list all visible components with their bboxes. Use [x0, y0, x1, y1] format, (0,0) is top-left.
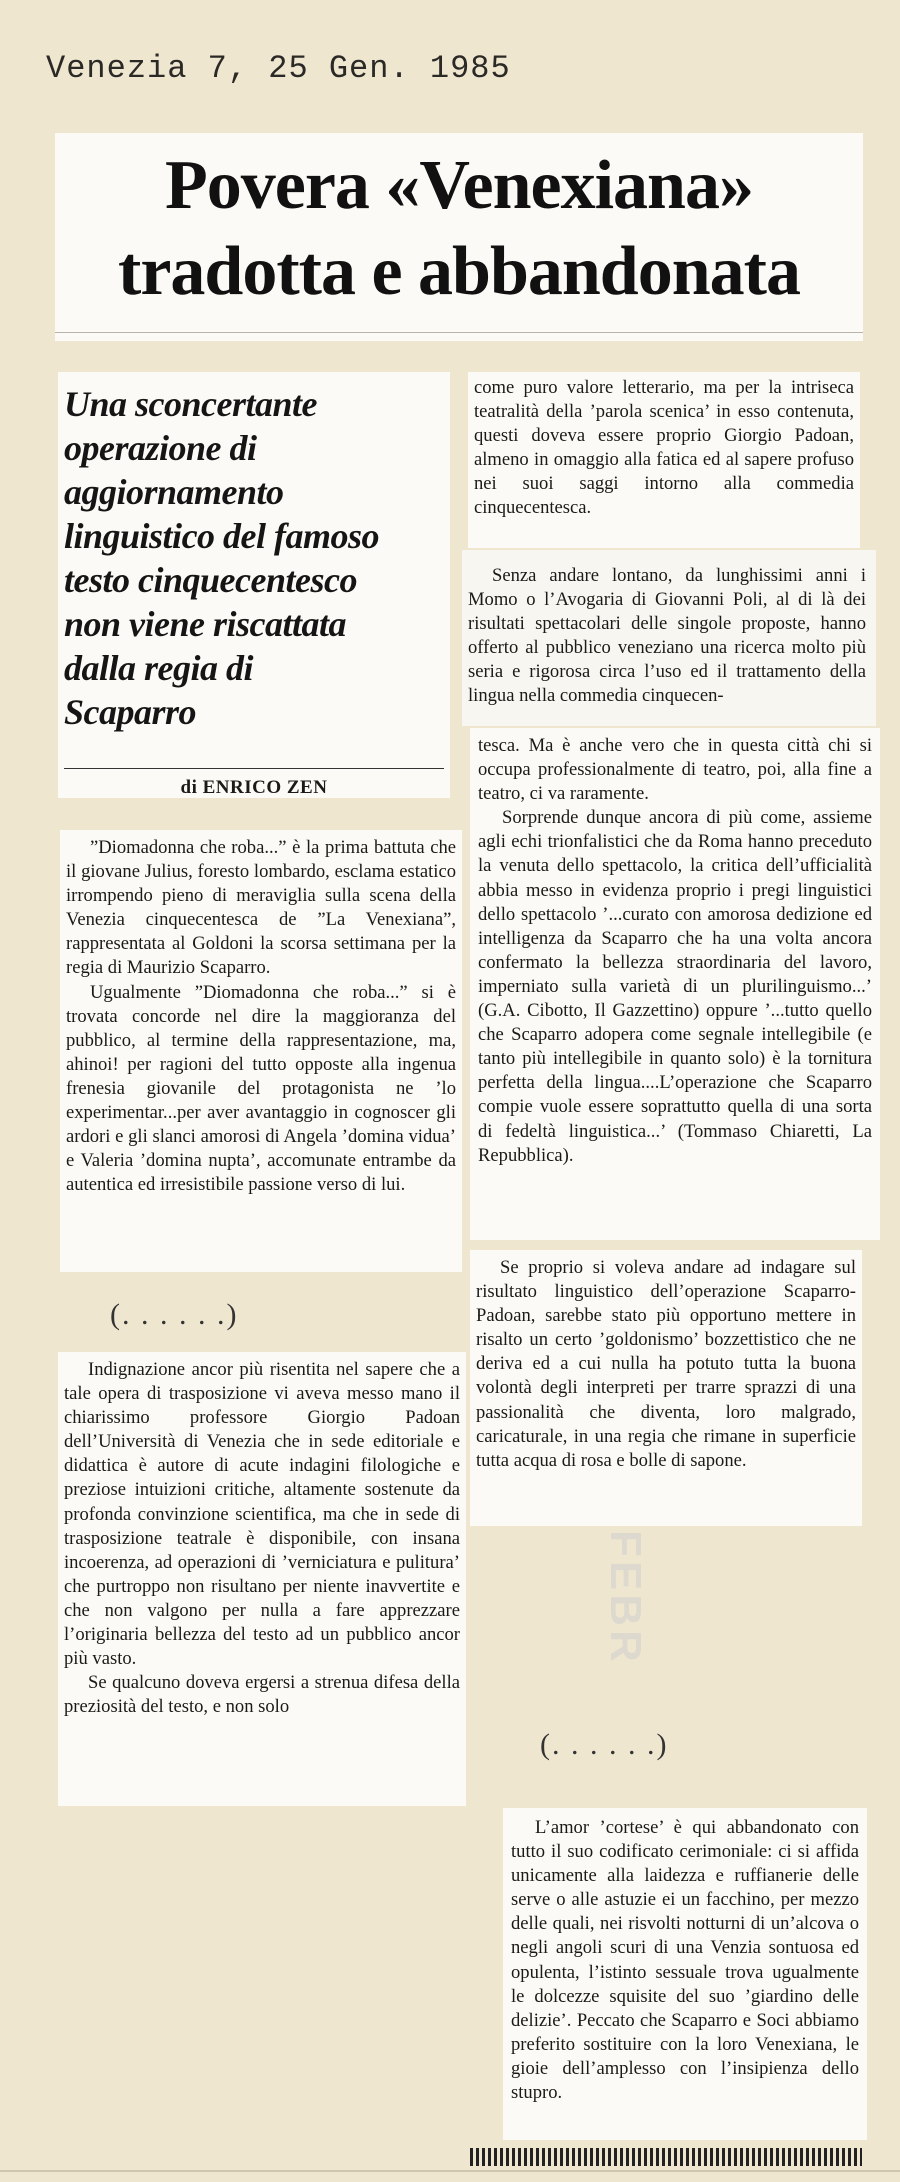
headline-line-2: tradotta e abbandonata — [118, 233, 800, 310]
column2-clipping-1 — [468, 372, 860, 548]
omission-mark: (. . . . . .) — [540, 1728, 669, 1761]
paragraph: L’amor ’cortese’ è qui abbandonato con tutto il suo codificato cerimoniale: ci si affida unicamente alla laidezza e ruffianerie delle serve o alle astuzie ei un facchino, per mezzo delle quali, nei risvolti notturni di un’alcova o negli angoli scuri di una Venzia sontuosa ed opulenta, l’istinto sessuale trova ugualmente le dolcezze squisite del suo ’giardino delle delizie’. Peccato che Scaparro e Soci abbiamo preferito sostituire con la loro Venexiana, le gioie dell’amplesso con l’insipienza dello stupro. — [511, 1817, 859, 2104]
headline-clipping — [55, 133, 863, 341]
paragraph: ”Diomadonna che roba...” è la prima battuta che il giovane Julius, foresto lombardo, esclama estatico irrompendo pieno di meraviglia sulla scena della Venezia cinquecentesca de ”La Venexiana”, rappresentata al Goldoni la scorsa settimana per la regia di Maurizio Scaparro. — [66, 837, 456, 979]
subhead-line: non viene riscattata — [64, 604, 347, 644]
subhead-line: aggiornamento — [64, 472, 284, 512]
faded-watermark: FEBR — [601, 1530, 650, 1666]
subhead-line: Scaparro — [64, 692, 197, 732]
paragraph: Indignazione ancor più risentita nel sapere che a tale opera di trasposizione vi aveva messo mano il chiarissimo professore Giorgio Padoan dell’Università di Venezia che in sede editoriale e didattica è autore di acute indagini filologiche e preziose intuizioni critiche, altamente sostenute da profonda convinzione scientifica, ma che in sede di trasposizione teatrale è disponibile, con insana incoerenza, ad operazioni di ’verniciatura e pulitura’ che purtroppo non risultano per niente inavvertite e che non valgono per nulla a fare apprezzare l’originaria bellezza del testo ad un pubblico ancor più vasto. — [64, 1359, 460, 1670]
omission-mark: (. . . . . .) — [110, 1298, 239, 1331]
paragraph: come puro valore letterario, ma per la intriseca teatralità della ’parola scenica’ in esso contenuta, questi doveva essere proprio Giorgio Padoan, almeno in omaggio alla fatica ed al sapere profuso nei suoi saggi intorno alla commedia cinquecentesca. — [474, 377, 854, 519]
headline-rule — [55, 332, 863, 333]
byline-rule-top — [64, 768, 444, 769]
paragraph: tesca. Ma è anche vero che in questa città chi si occupa professionalmente di teatro, poi, alla fine a teatro, ci va raramente. — [478, 735, 872, 805]
subhead-line: testo cinquecentesco — [64, 560, 357, 600]
column1-clipping-1 — [60, 830, 462, 1272]
paragraph: Se proprio si voleva andare ad indagare sul risultato linguistico dell’operazione Scaparro-Padoan, sarebbe stato più opportuno mettere in risalto un certo ’goldonismo’ bozzettistico che ne deriva ed a cui nulla ha potuto tutta la buona volontà degli interpreti per trarre sprazzi di una passionalità che diventa, loro malgrado, caricaturale, in una regia che rimane in superficie tutta acqua di rosa e bolle di sapone. — [476, 1257, 856, 1471]
subhead-line: Una sconcertante — [64, 384, 317, 424]
column2-clipping-2 — [462, 550, 876, 726]
column2-clipping-5 — [503, 1808, 867, 2140]
bottom-edge — [0, 2170, 900, 2172]
barcode-strip — [470, 2148, 862, 2166]
subhead-line: operazione di — [64, 428, 257, 468]
column2-clipping-4 — [470, 1250, 862, 1526]
paragraph: Senza andare lontano, da lunghissimi anni i Momo o l’Avogaria di Giovanni Poli, al di là dei risultati spettacolari delle singole proposte, hanno offerto al pubblico veneziano una ricerca molto più seria e rigorosa circa l’uso ed il trattamento della lingua nella commedia cinquecen- — [468, 565, 866, 707]
dateline: Venezia 7, 25 Gen. 1985 — [46, 50, 511, 87]
paragraph: Ugualmente ”Diomadonna che roba...” si è trovata concorde nel dire la maggioranza del pubblico, al termine della rappresentazione, ma, ahinoi! per ragioni del tutto opposte alla ingenua frenesia giovanile del protagonista ne ’lo experimentar...per aver avantaggio in cognoscer gli ardori e gli slanci amorosi di Angela ’domina vidua’ e Valeria ’domina nupta’, accomunate entrambe da autentica ed irresistibile passione verso di lui. — [66, 981, 456, 1196]
headline — [55, 133, 863, 315]
lead-clipping — [58, 372, 450, 798]
subhead-line: dalla regia di — [64, 648, 253, 688]
subheadline — [64, 382, 440, 734]
column2-clipping-3 — [470, 728, 880, 1240]
paragraph: Se qualcuno doveva ergersi a strenua difesa della preziosità del testo, e non solo — [64, 1672, 460, 1718]
subhead-line: linguistico del famoso — [64, 516, 380, 556]
byline: di ENRICO ZEN — [180, 777, 328, 798]
column1-clipping-2 — [58, 1352, 466, 1806]
paragraph: Sorprende dunque ancora di più come, assieme agli echi trionfalistici che da Roma hanno preceduto la venuta dello spettacolo, la critica dell’ufficialità abbia messo in evidenza proprio i pregi linguistici dello spettacolo ’...curato con amorosa dedizione ed intelligenza da Scaparro che ha una volta ancora confermato la bellezza straordinaria del lavoro, imperniato sulla varietà di un plurilinguismo...’ (G.A. Cibotto, Il Gazzettino) oppure ’...tutto quello che Scaparro adopera come segnale intellegibile (e tanto più intellegibile in quanto solo) è la tornitura perfetta della lingua....L’operazione che Scaparro compie vuole essere soprattutto quella di una sorta di fedeltà linguistica...’ (Tommaso Chiaretti, La Repubblica). — [478, 807, 872, 1166]
headline-line-1: Povera «Venexiana» — [165, 147, 753, 224]
